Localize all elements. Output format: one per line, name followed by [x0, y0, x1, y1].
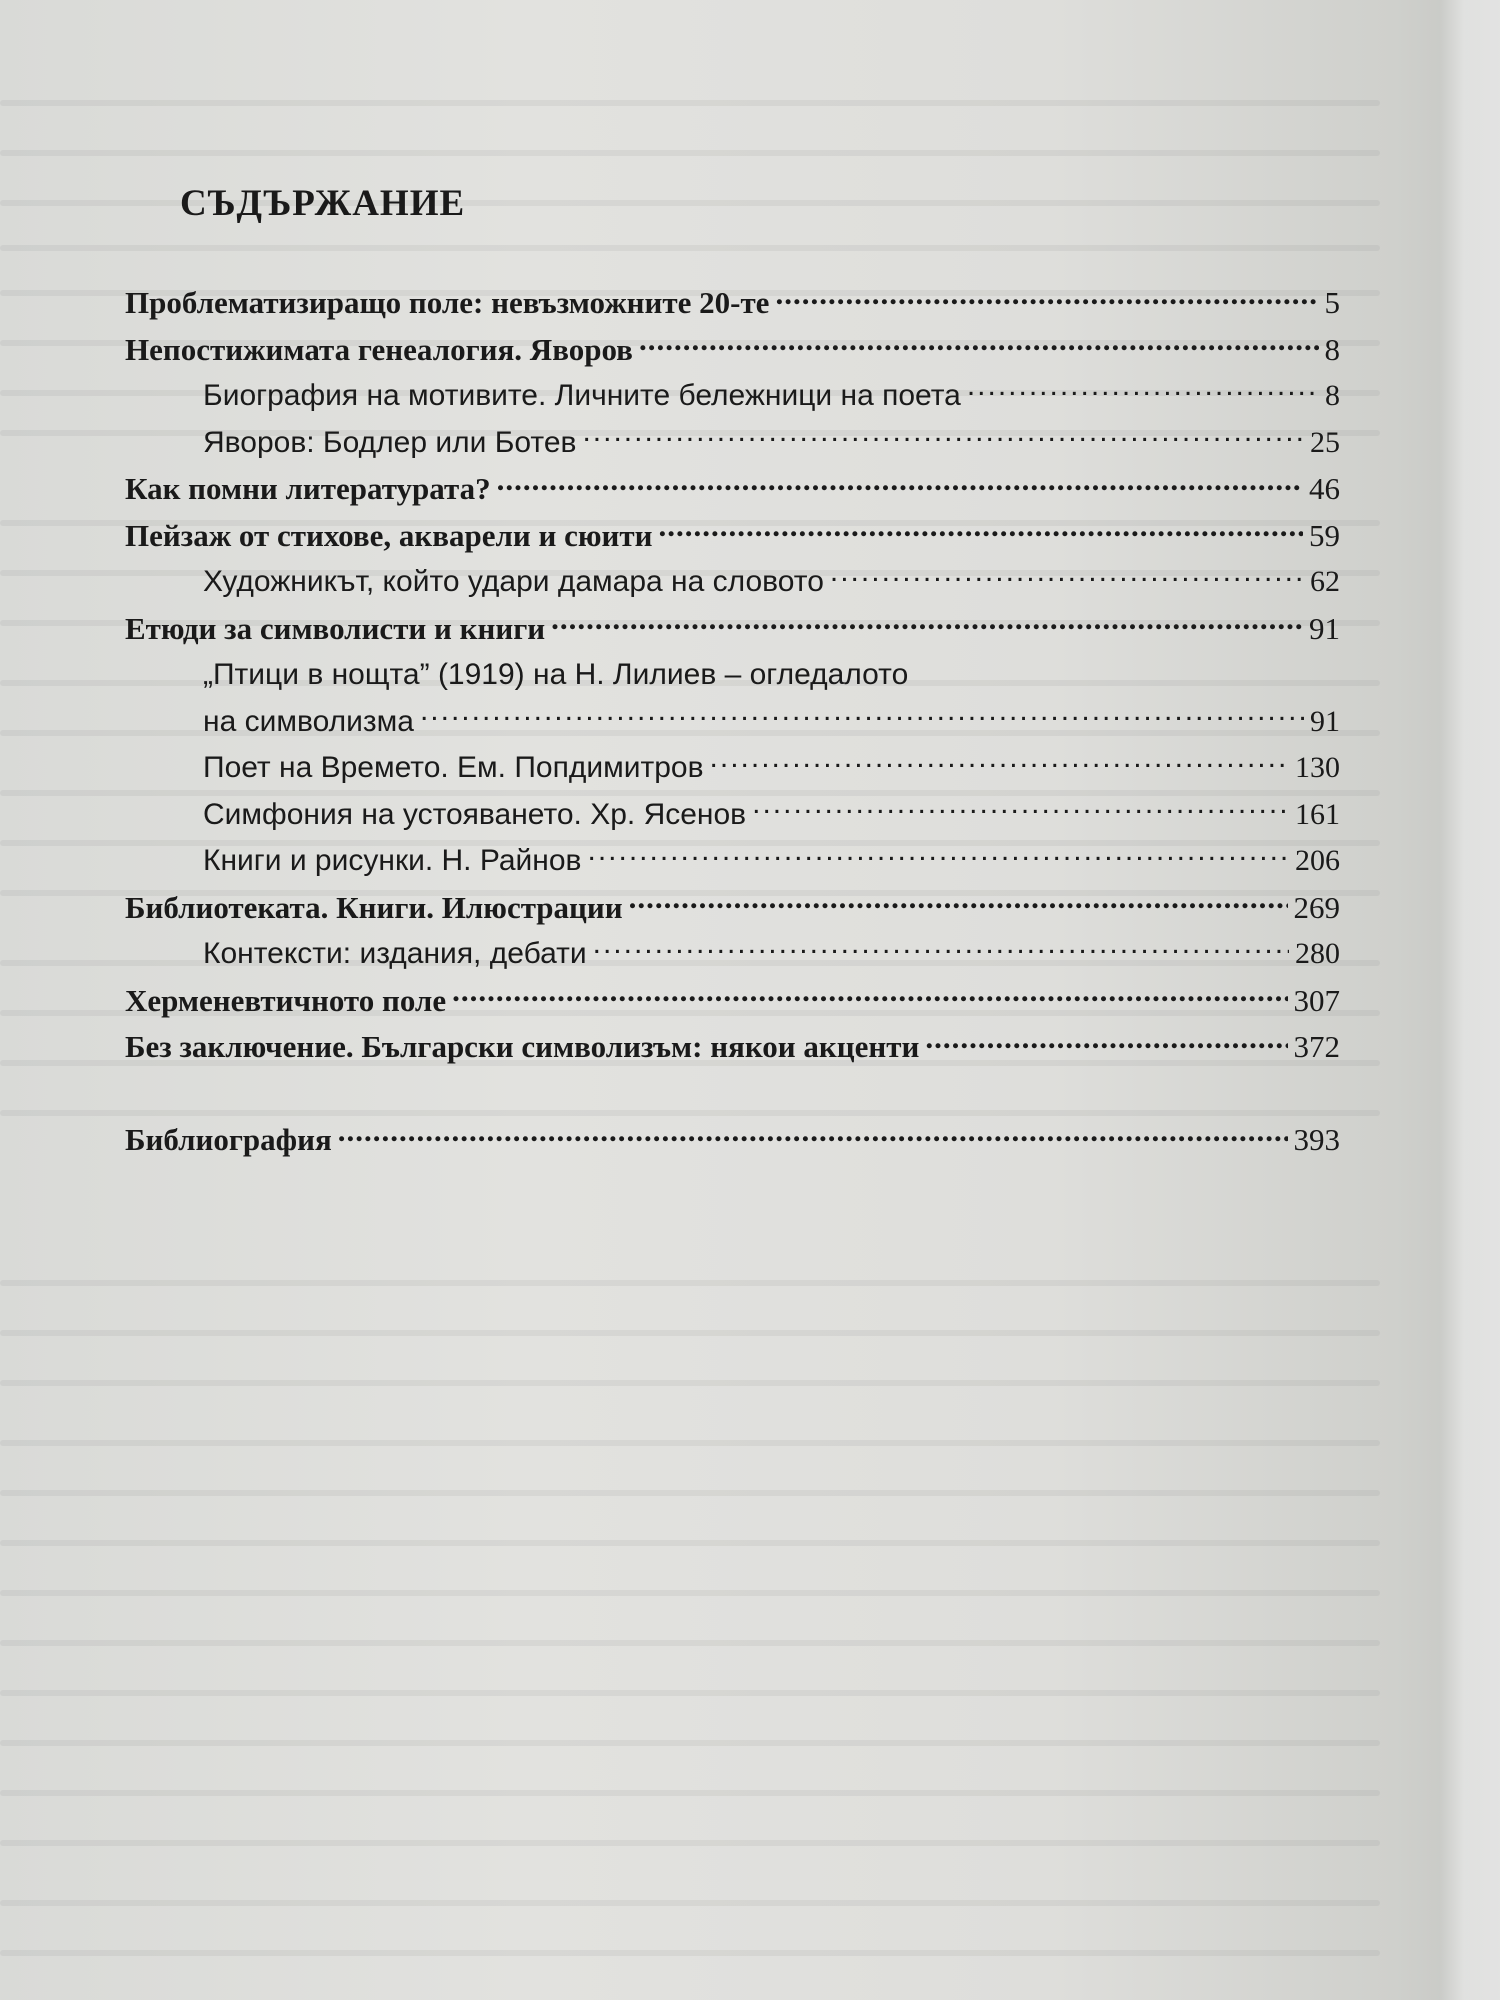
- dot-leader: [582, 422, 1304, 452]
- toc-entry-page: 46: [1309, 471, 1340, 506]
- toc-entry-title: Библиотеката. Книги. Илюстрации: [125, 889, 623, 925]
- toc-entry-title: Проблематизиращо поле: невъзможните 20-те: [125, 285, 770, 320]
- toc-entry-title: Книги и рисунки. Н. Райнов: [203, 844, 582, 877]
- toc-subentry-continuation[interactable]: [125, 699, 1340, 746]
- toc-entry-page: 91: [1310, 704, 1340, 738]
- toc-entry-page: 393: [1293, 1122, 1340, 1157]
- toc-subentry[interactable]: [125, 373, 1340, 420]
- toc-entry-title: Етюди за символисти и книги: [125, 610, 546, 646]
- toc-entry-title: „Птици в нощта” (1919) на Н. Лилиев – огледалото: [203, 658, 909, 691]
- toc-entry-page: 5: [1324, 285, 1340, 320]
- toc-entry-page: 59: [1309, 517, 1340, 553]
- dot-leader: [775, 282, 1318, 313]
- toc-entry-page: 130: [1295, 751, 1340, 784]
- toc-subentry[interactable]: [125, 792, 1340, 839]
- toc-entry-title: Библиография: [125, 1122, 332, 1157]
- toc-entry[interactable]: [125, 513, 1340, 560]
- dot-leader: [925, 1026, 1287, 1057]
- dot-leader: [587, 840, 1289, 870]
- dot-leader: [338, 1119, 1288, 1150]
- toc-subentry[interactable]: [125, 559, 1340, 606]
- toc-entry[interactable]: [125, 1024, 1340, 1071]
- toc-entry-page: 8: [1324, 331, 1340, 367]
- toc-subentry[interactable]: [125, 931, 1340, 978]
- dot-leader: [659, 515, 1304, 546]
- toc-entry-page: 8: [1325, 379, 1340, 412]
- toc-entry[interactable]: [125, 978, 1340, 1025]
- toc-entry-title: Как помни литературата?: [125, 471, 491, 506]
- toc-heading: СЪДЪРЖАНИЕ: [180, 183, 466, 224]
- dot-leader: [551, 608, 1303, 639]
- toc-entry-page: 307: [1293, 982, 1340, 1018]
- toc-entry-title: Поет на Времето. Ем. Попдимитров: [203, 751, 704, 784]
- toc-spacer: [125, 1071, 1340, 1118]
- toc-entry-page: 372: [1293, 1029, 1340, 1064]
- toc-entry-page: 91: [1309, 610, 1340, 646]
- toc-entry[interactable]: [125, 280, 1340, 327]
- toc-subentry[interactable]: [125, 745, 1340, 792]
- dot-leader: [629, 887, 1288, 918]
- toc-entry[interactable]: [125, 606, 1340, 653]
- toc-entry-bibliography[interactable]: [125, 1117, 1340, 1164]
- toc-entry-title: Биография на мотивите. Личните бележници на поета: [203, 379, 961, 412]
- toc-entry-title: Яворов: Бодлер или Ботев: [203, 425, 577, 459]
- dot-leader: [967, 375, 1319, 405]
- toc-entry-page: 280: [1295, 937, 1340, 970]
- toc-entry-title-continuation: на символизма: [203, 704, 414, 738]
- toc-page: [125, 180, 1340, 1164]
- dot-leader: [452, 980, 1287, 1011]
- toc-entry-title: Без заключение. Български символизъм: някои акценти: [125, 1029, 920, 1064]
- toc-entry-title: Пейзаж от стихове, акварели и сюити: [125, 517, 653, 553]
- toc-entry-page: 62: [1310, 565, 1340, 598]
- toc-entry-title: Симфония на устояването. Хр. Ясенов: [203, 797, 747, 831]
- toc-subentry[interactable]: [125, 838, 1340, 885]
- toc-list: [125, 280, 1340, 1164]
- toc-subentry-first-line[interactable]: [125, 652, 1340, 699]
- dot-leader: [593, 933, 1289, 963]
- dot-leader: [420, 701, 1304, 731]
- toc-entry[interactable]: [125, 466, 1340, 513]
- toc-entry-title: Херменевтичното поле: [125, 982, 447, 1018]
- toc-entry[interactable]: [125, 885, 1340, 932]
- dot-leader: [710, 747, 1289, 777]
- toc-entry-page: 25: [1310, 425, 1340, 459]
- page-edge-shadow: [1440, 0, 1500, 2000]
- dot-leader: [497, 468, 1303, 499]
- toc-entry-title: Контексти: издания, дебати: [203, 937, 587, 970]
- toc-entry-page: 269: [1293, 889, 1340, 925]
- toc-entry[interactable]: [125, 327, 1340, 374]
- toc-entry-page: 206: [1295, 844, 1340, 877]
- dot-leader: [830, 561, 1304, 591]
- toc-entry-title: Непостижимата генеалогия. Яворов: [125, 331, 633, 367]
- toc-entry-title: Художникът, който удари дамара на словото: [203, 565, 824, 598]
- toc-entry-page: 161: [1295, 797, 1340, 831]
- toc-subentry[interactable]: [125, 420, 1340, 467]
- dot-leader: [752, 794, 1289, 824]
- dot-leader: [639, 329, 1319, 360]
